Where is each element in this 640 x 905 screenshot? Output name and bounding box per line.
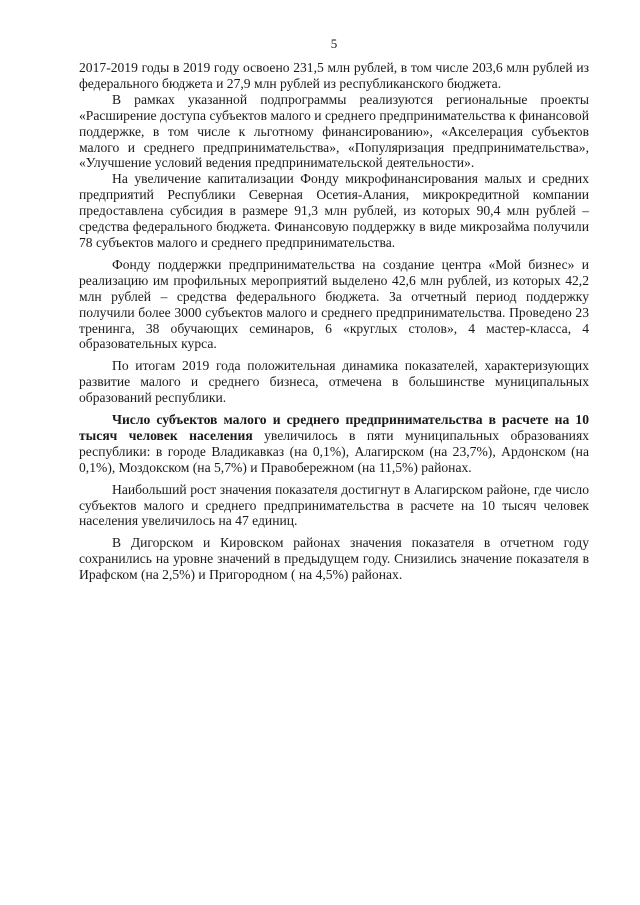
paragraph-1: 2017-2019 годы в 2019 году освоено 231,5 млн рублей, в том числе 203,6 млн рублей из федерального бюджета и 27,9 млн рублей из республиканского бюджета. xyxy=(79,60,589,91)
paragraph-8: В Дигорском и Кировском районах значения показателя в отчетном году сохранились на уровне значений в предыдущем году. Снизились значение показателя в Ирафском (на 2,5%) и Пригородном ( на 4,5%) районах. xyxy=(79,535,589,583)
paragraph-6 xyxy=(79,412,589,476)
page-number: 5 xyxy=(330,36,338,51)
paragraph-6-bold-lead: Число субъектов малого и среднего предпринимательства в расчете на 10 тысяч человек населения xyxy=(79,412,589,443)
paragraph-5: По итогам 2019 года положительная динамика показателей, характеризующих развитие малого и среднего бизнеса, отмечена в большинстве муниципальных образований республики. xyxy=(79,358,589,406)
document-page xyxy=(79,0,589,583)
paragraph-4: Фонду поддержки предпринимательства на создание центра «Мой бизнес» и реализацию им профильных мероприятий выделено 42,6 млн рублей, из которых 42,2 млн рублей – средства федерального бюджета. За отчетный период поддержку получили более 3000 субъектов малого и среднего предпринимательства. Проведено 23 тренинга, 38 обучающих семинаров, 6 «круглых столов», 4 мастер-класса, 4 образовательных курса. xyxy=(79,256,589,352)
paragraph-2: В рамках указанной подпрограммы реализуются региональные проекты «Расширение доступа субъектов малого и среднего предпринимательства к финансовой поддержке, в том числе к льготному финансированию», «Акселерация субъектов малого и среднего предпринимательства», «Популяризация предпринимательства», «Улучшение условий ведения предпринимательской деятельности». xyxy=(79,91,589,171)
paragraph-6-text: увеличилось в пяти муниципальных образованиях республики: в городе Владикавказ (на 0,1%), Алагирском (на 23,7%), Ардонском (на 0,1%), Моздокском (на 5,7%) и Правобережном (на 11,5%) районах. xyxy=(79,427,589,475)
paragraph-3: На увеличение капитализации Фонду микрофинансирования малых и средних предприятий Республики Северная Осетия-Алания, микрокредитной компании предоставлена субсидия в размере 91,3 млн рублей, из которых 90,4 млн рублей – средства федерального бюджета. Финансовую поддержку в виде микрозайма получили 78 субъектов малого и среднего предпринимательства. xyxy=(79,171,589,250)
paragraph-7: Наибольший рост значения показателя достигнут в Алагирском районе, где число субъектов малого и среднего предпринимательства в расчете на 10 тысяч человек населения увеличилось на 47 единиц. xyxy=(79,481,589,529)
